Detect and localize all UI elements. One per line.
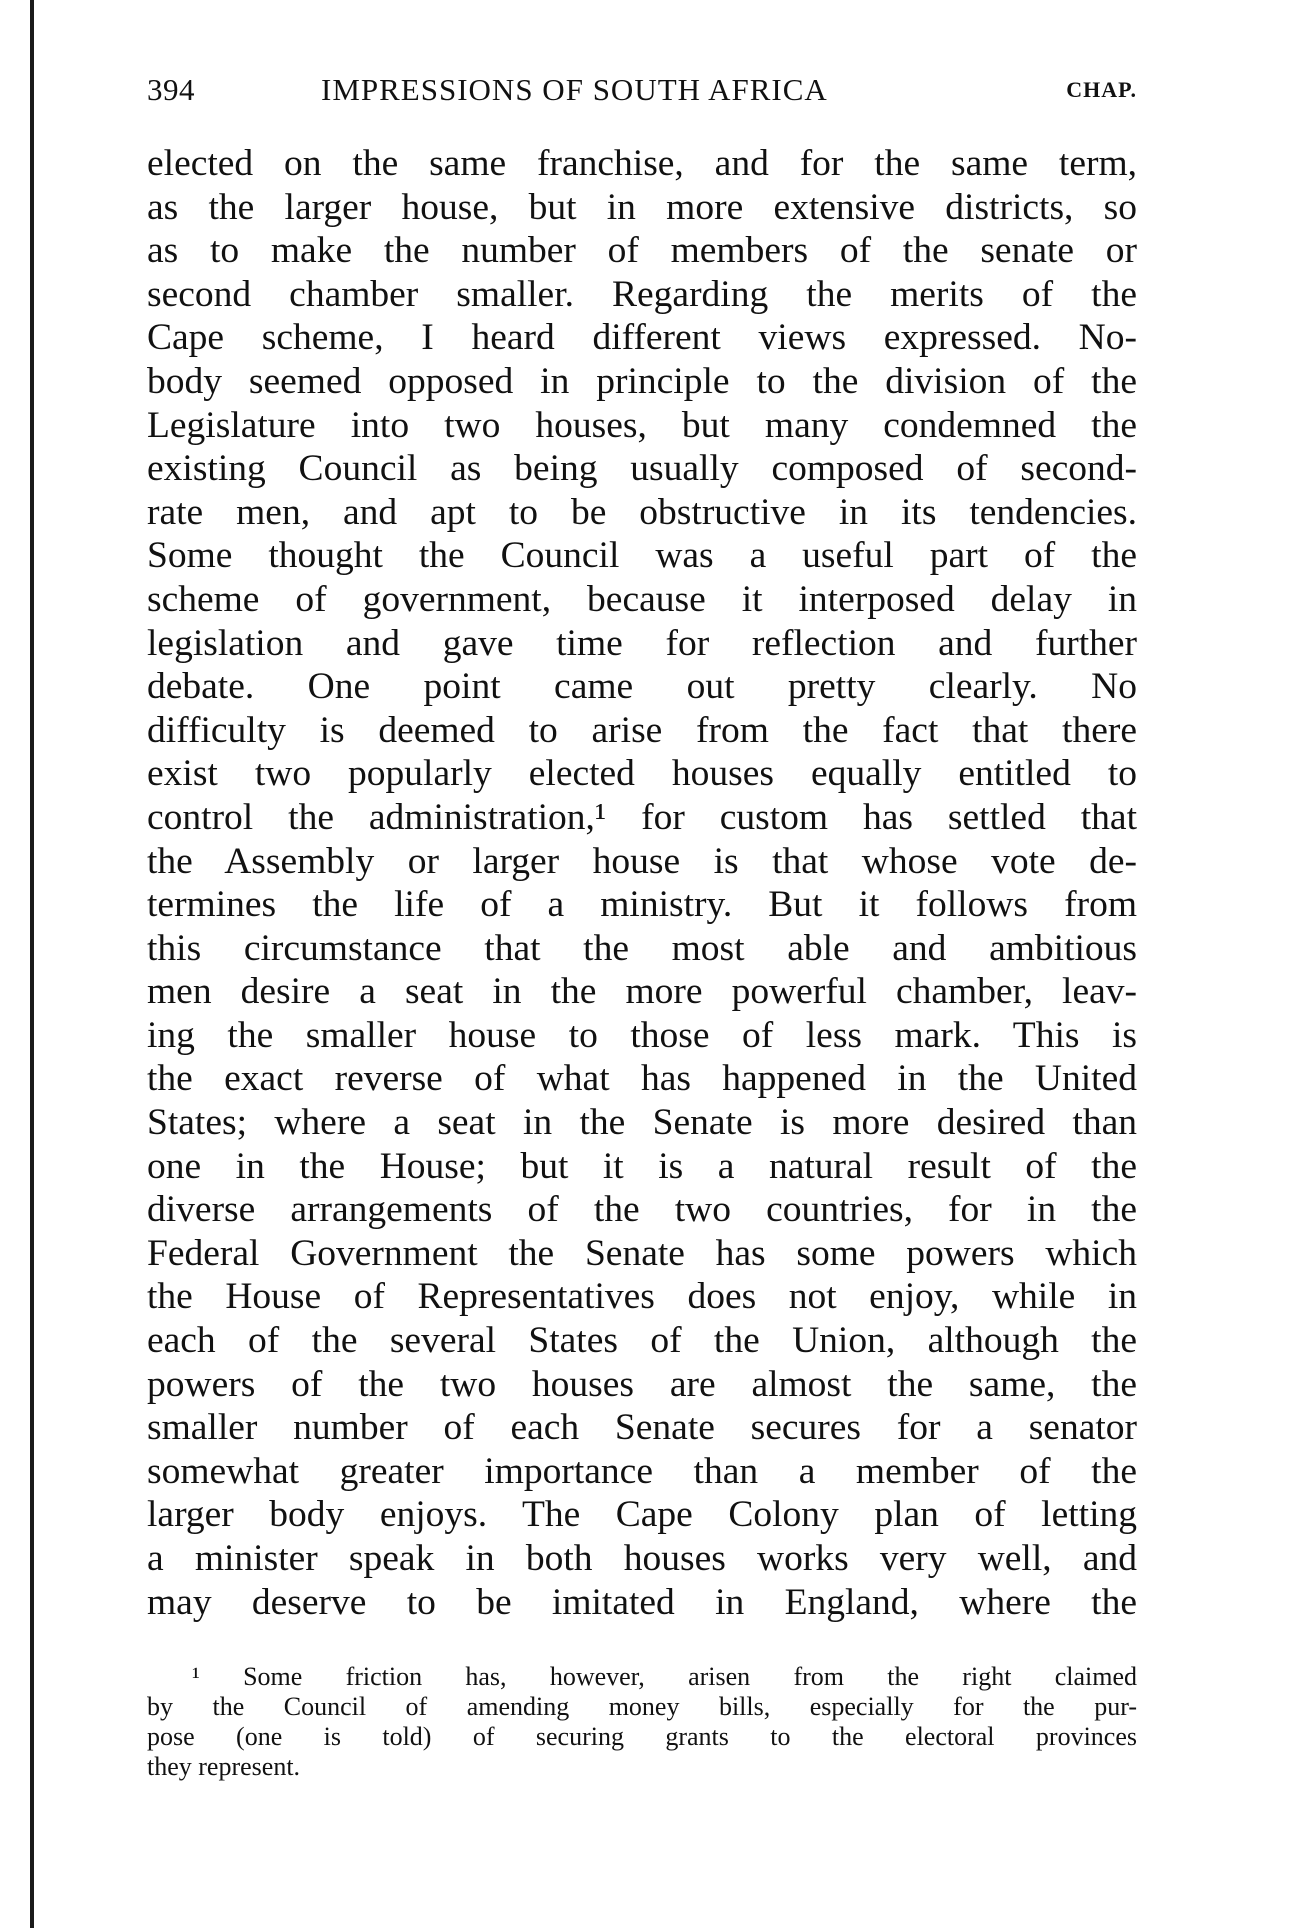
body-line: one in the House; but it is a natural result of the xyxy=(147,1145,1137,1187)
body-line: States; where a seat in the Senate is more desired than xyxy=(147,1102,1137,1144)
scan-page-edge xyxy=(30,0,34,1928)
body-line: may deserve to be imitated in England, where the xyxy=(147,1581,1137,1623)
body-line: each of the several States of the Union, although the xyxy=(147,1320,1137,1362)
body-line: diverse arrangements of the two countries, for in the xyxy=(147,1189,1137,1231)
body-line: the House of Representatives does not enjoy, while in xyxy=(147,1276,1137,1318)
body-line: exist two popularly elected houses equally entitled to xyxy=(147,753,1137,795)
body-line: legislation and gave time for reflection and further xyxy=(147,622,1137,664)
body-line: Some thought the Council was a useful part of the xyxy=(147,535,1137,577)
body-line: men desire a seat in the more powerful chamber, leav- xyxy=(147,971,1137,1013)
body-line: the exact reverse of what has happened in the United xyxy=(147,1058,1137,1100)
book-page xyxy=(147,72,1137,1782)
body-line: smaller number of each Senate secures for a senator xyxy=(147,1407,1137,1449)
body-line: the Assembly or larger house is that whose vote de- xyxy=(147,840,1137,882)
body-text xyxy=(147,142,1137,1624)
footnote-line: they represent. xyxy=(147,1752,301,1782)
body-line: existing Council as being usually composed of second- xyxy=(147,448,1137,490)
body-line: rate men, and apt to be obstructive in its tendencies. xyxy=(147,491,1137,533)
body-line: this circumstance that the most able and ambitious xyxy=(147,927,1137,969)
footnote-line: ¹ Some friction has, however, arisen from the right claimed xyxy=(192,1662,1137,1692)
body-line: Cape scheme, I heard different views expressed. No- xyxy=(147,317,1137,359)
body-line: somewhat greater importance than a member of the xyxy=(147,1450,1137,1492)
body-line: debate. One point came out pretty clearly. No xyxy=(147,666,1137,708)
running-title: IMPRESSIONS OF SOUTH AFRICA xyxy=(321,72,828,107)
footnote-line: by the Council of amending money bills, especially for the pur- xyxy=(147,1692,1137,1722)
body-line: as to make the number of members of the senate or xyxy=(147,230,1137,272)
body-line: second chamber smaller. Regarding the merits of the xyxy=(147,273,1137,315)
body-line: larger body enjoys. The Cape Colony plan of letting xyxy=(147,1494,1137,1536)
body-line: as the larger house, but in more extensive districts, so xyxy=(147,186,1137,228)
body-line: scheme of government, because it interposed delay in xyxy=(147,578,1137,620)
body-line: termines the life of a ministry. But it follows from xyxy=(147,884,1137,926)
body-line: elected on the same franchise, and for the same term, xyxy=(147,143,1137,184)
chapter-label: CHAP. xyxy=(1066,77,1137,102)
footnote xyxy=(147,1662,1137,1782)
body-line: control the administration,¹ for custom has settled that xyxy=(147,796,1137,838)
body-line: powers of the two houses are almost the same, the xyxy=(147,1363,1137,1405)
body-line: Legislature into two houses, but many condemned the xyxy=(147,404,1137,446)
page-number: 394 xyxy=(147,72,195,107)
body-line: difficulty is deemed to arise from the fact that there xyxy=(147,709,1137,751)
body-line: ing the smaller house to those of less mark. This is xyxy=(147,1014,1137,1056)
footnote-line: pose (one is told) of securing grants to the electoral provinces xyxy=(147,1722,1137,1752)
body-line: a minister speak in both houses works very well, and xyxy=(147,1538,1137,1579)
running-header xyxy=(147,72,1137,116)
body-line: body seemed opposed in principle to the division of the xyxy=(147,360,1137,402)
body-line: Federal Government the Senate has some powers which xyxy=(147,1232,1137,1274)
